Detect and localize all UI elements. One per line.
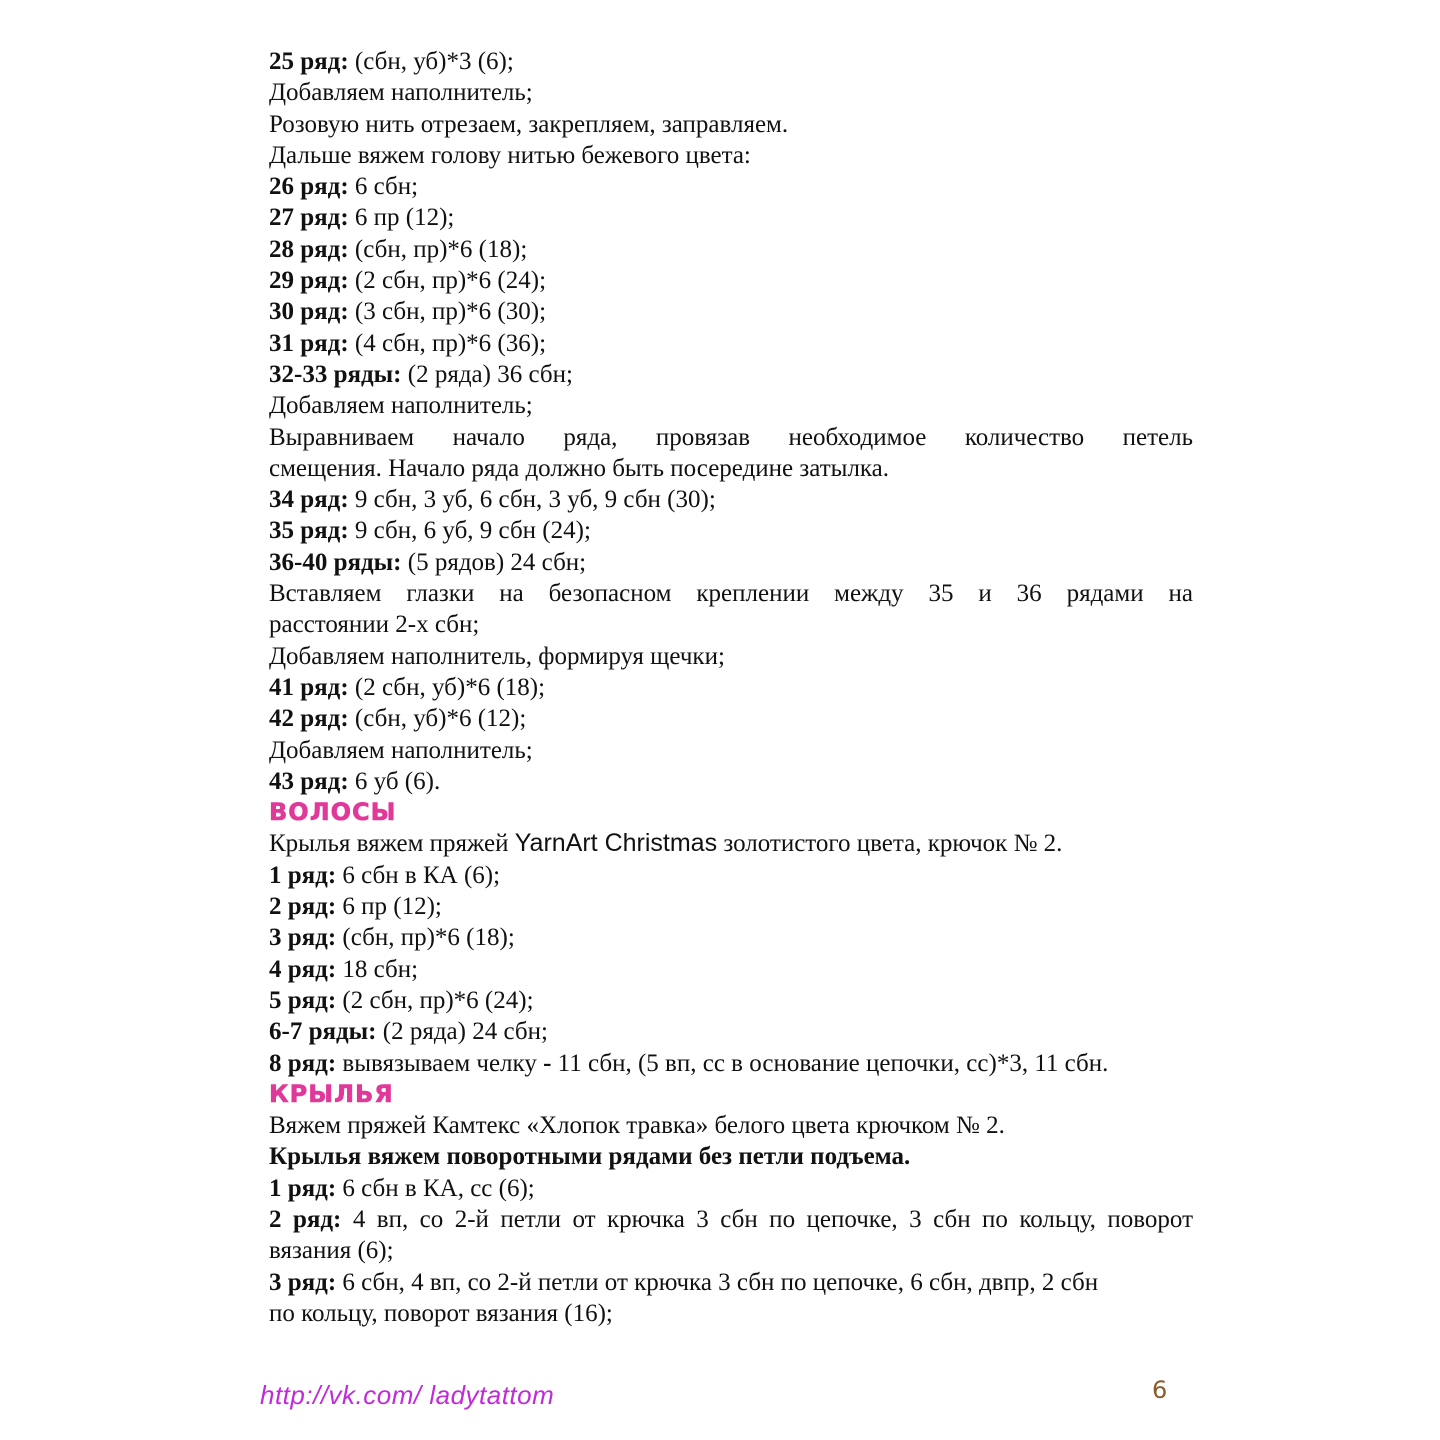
text-line [269,328,1193,359]
row-label: 35 ряд: [269,517,349,545]
row-label: 3 ряд: [269,924,337,952]
text-line [269,828,1193,859]
text-line [269,922,1193,953]
row-label: 2 ряд: [269,893,337,921]
row-label: 5 ряд: [269,986,337,1014]
text-line [269,422,1193,453]
line-text: 6 сбн; [348,173,419,201]
text-line [269,77,1193,108]
line-text: 11 сбн, (5 вп, сс в основание цепочки, сс)*3, 11 сбн. [551,1049,1109,1077]
row-label: 3 ряд: [269,1268,337,1296]
row-label: 8 ряд: [269,1049,337,1077]
document-body [269,46,1193,1329]
row-label: 34 ряд: [269,486,349,514]
row-label: 32-33 ряды: [269,360,402,388]
line-text: 6 сбн в КА (6); [336,861,501,889]
row-label: 6-7 ряды: [269,1018,377,1046]
row-label: 30 ряд: [269,298,349,326]
row-label: 25 ряд: [269,48,349,75]
line-text: Добавляем наполнитель; [269,736,533,764]
text-line [269,296,1193,327]
line-text: Добавляем наполнитель, формируя щечки; [269,642,725,670]
line-text: вывязываем челку [336,1049,544,1077]
text-line [269,1204,1193,1235]
line-text: (2 сбн, уб)*6 (18); [348,673,546,701]
row-label: 1 ряд: [269,861,337,889]
text-line [269,390,1193,421]
line-text: 6 сбн, 4 вп, со 2-й петли от крючка 3 сбн по цепочке, 6 сбн, двпр, 2 сбн [336,1268,1099,1296]
text-line [269,703,1193,734]
line-text: расстоянии 2-х сбн; [269,611,480,639]
text-line [269,1048,1193,1079]
text-line [269,109,1193,140]
line-text: Выравниваем начало ряда, провязав необходимое количество петель [269,423,1193,451]
line-text: по кольцу, поворот вязания (16); [269,1299,613,1327]
line-text: Добавляем наполнитель; [269,79,533,107]
text-line [269,735,1193,766]
row-label: 31 ряд: [269,329,349,357]
line-text: (2 ряда) 24 сбн; [376,1018,548,1046]
line-text: золотистого цвета, крючок № 2. [717,830,1063,858]
section-heading: КРЫЛЬЯ [269,1079,394,1108]
footer-link[interactable]: http://vk.com/ ladytattom [260,1380,555,1410]
row-label: 2 ряд: [269,1205,342,1233]
text-line [269,672,1193,703]
text-line [269,202,1193,233]
row-label: 41 ряд: [269,673,349,701]
line-text: смещения. Начало ряда должно быть посередине затылка. [269,454,890,482]
row-label: 27 ряд: [269,204,349,232]
line-text: 6 сбн в КА, сс (6); [336,1174,535,1202]
text-line [269,1298,1193,1329]
text-line [269,578,1193,609]
text-line [269,171,1193,202]
line-text: (3 сбн, пр)*6 (30); [348,298,547,326]
row-label: 43 ряд: [269,767,349,795]
line-text: 9 сбн, 6 уб, 9 сбн (24); [348,517,591,545]
line-text: (5 рядов) 24 сбн; [401,548,587,576]
row-label: Крылья вяжем поворотными рядами без петли подъема. [269,1143,911,1171]
yarn-name: YarnArt Christmas [514,829,718,858]
text-line [269,954,1193,985]
text-line [269,547,1193,578]
line-text: 18 сбн; [336,955,419,983]
line-text: 6 уб (6). [348,767,441,795]
line-text: (сбн, пр)*6 (18); [348,235,528,263]
text-line [269,1173,1193,1204]
text-line [269,453,1193,484]
page-number: 6 [1152,1376,1168,1404]
text-line [269,860,1193,891]
line-text: (2 ряда) 36 сбн; [401,360,573,388]
line-text: 4 вп, со 2-й петли от крючка 3 сбн по цепочке, 3 сбн по кольцу, поворот [341,1205,1193,1233]
row-label: 36-40 ряды: [269,548,402,576]
text-line [269,46,1193,77]
text-line [269,1267,1193,1298]
line-text: 6 пр (12); [348,204,455,232]
line-text: вязания (6); [269,1237,394,1265]
text-line [269,515,1193,546]
line-text: 6 пр (12); [336,893,442,921]
text-line [269,234,1193,265]
text-line [269,140,1193,171]
row-label: 28 ряд: [269,235,349,263]
text-line [269,609,1193,640]
line-text: Вяжем пряжей Камтекс «Хлопок травка» белого цвета крючком № 2. [269,1112,1005,1140]
text-line [269,641,1193,672]
text-line [269,985,1193,1016]
line-text: (2 сбн, пр)*6 (24); [348,267,547,295]
text-line [269,1016,1193,1047]
line-text: (сбн, уб)*6 (12); [348,705,527,733]
text-line [269,1110,1193,1141]
line-text: Дальше вяжем голову нитью бежевого цвета: [269,141,751,169]
line-text: (2 сбн, пр)*6 (24); [336,986,534,1014]
row-label: 29 ряд: [269,267,349,295]
text-line [269,359,1193,390]
text-line [269,484,1193,515]
text-line [269,891,1193,922]
text-line [269,1235,1193,1266]
row-label: - [543,1049,552,1077]
section-heading: ВОЛОСЫ [269,798,397,827]
line-text: 9 сбн, 3 уб, 6 сбн, 3 уб, 9 сбн (30); [348,486,716,514]
line-text: Крылья вяжем пряжей [269,830,515,858]
row-label: 26 ряд: [269,173,349,201]
line-text: (4 сбн, пр)*6 (36); [348,329,547,357]
line-text: Добавляем наполнитель; [269,392,533,420]
line-text: (сбн, пр)*6 (18); [336,924,515,952]
line-text: Розовую нить отрезаем, закрепляем, заправляем. [269,110,789,138]
text-line [269,766,1193,797]
line-text: (сбн, уб)*3 (6); [348,48,514,75]
text-line [269,1141,1193,1172]
row-label: 42 ряд: [269,705,349,733]
row-label: 1 ряд: [269,1174,337,1202]
line-text: Вставляем глазки на безопасном креплении между 35 и 36 рядами на [269,580,1193,608]
text-line [269,265,1193,296]
row-label: 4 ряд: [269,955,337,983]
